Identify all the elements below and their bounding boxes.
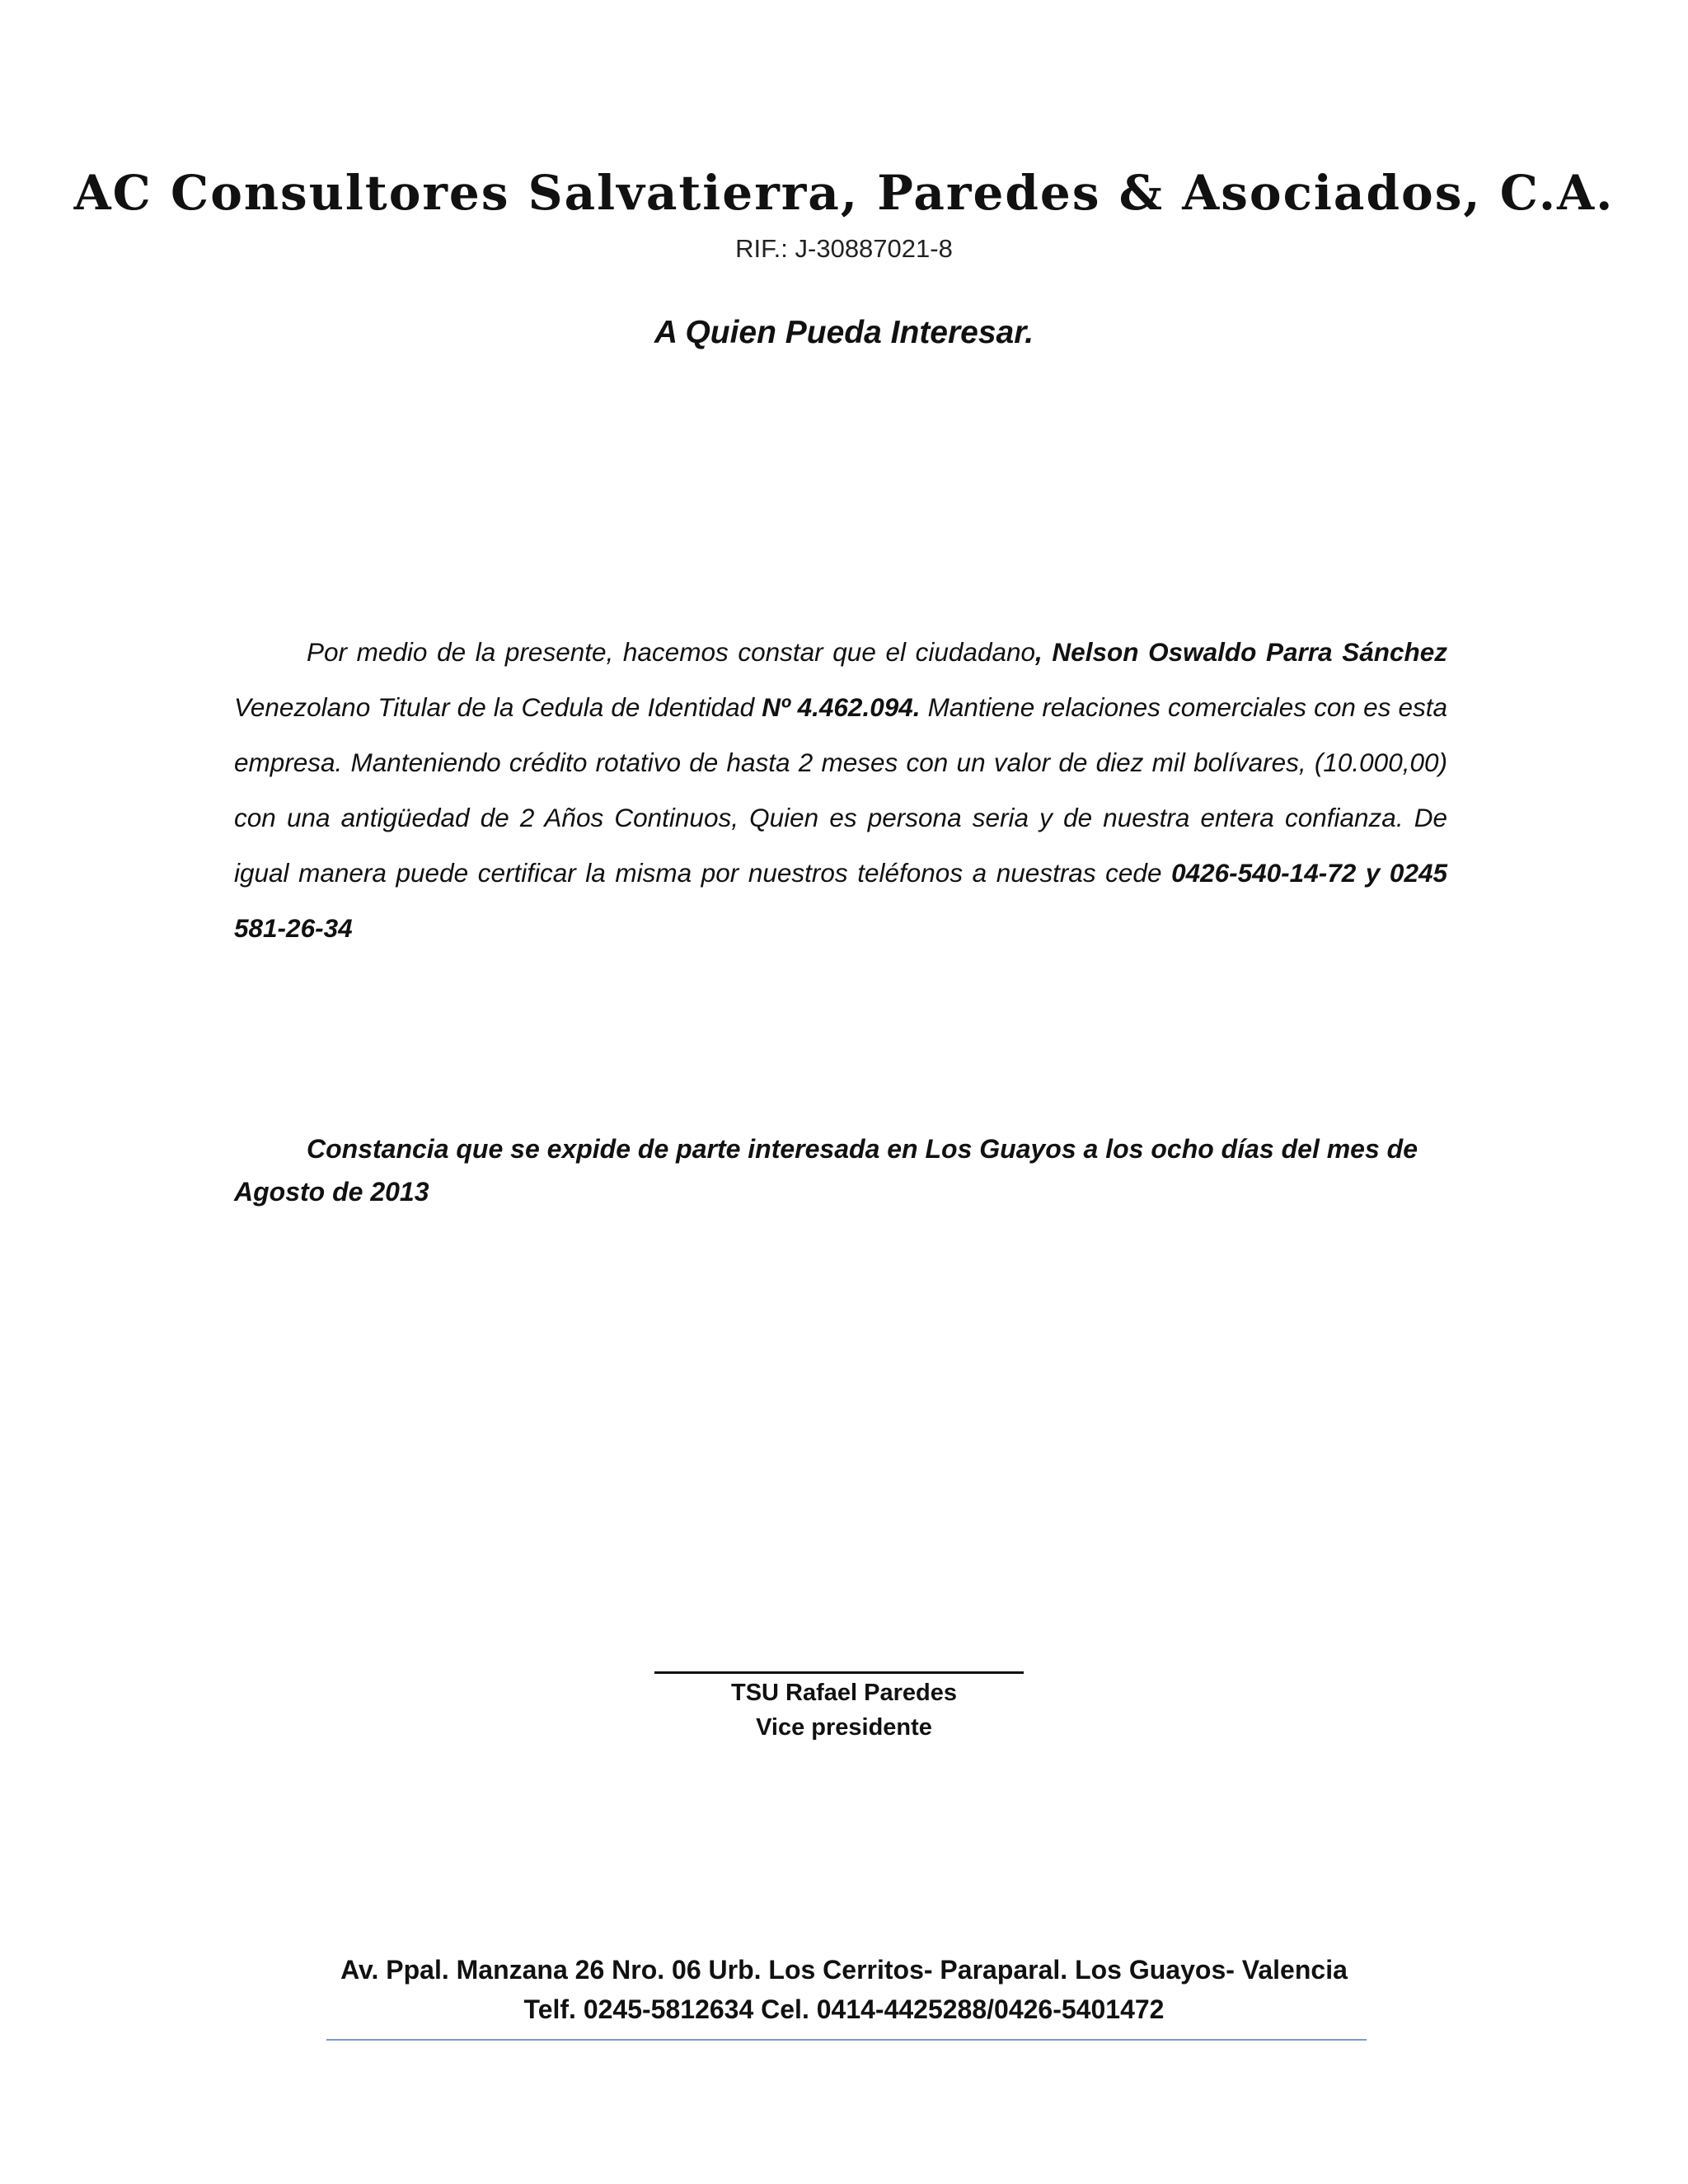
body-id-text: Venezolano Titular de la Cedula de Identidad (234, 692, 762, 722)
contact-phones: 0426-540-14-72 y 0245 581-26-34 (234, 858, 1447, 943)
footer-phones: Telf. 0245-5812634 Cel. 0414-4425288/0426-5401472 (523, 1994, 1165, 2024)
salutation-heading: A Quien Pueda Interesar. (654, 315, 1034, 350)
company-rif: RIF.: J-30887021-8 (735, 234, 953, 263)
body-details: Mantiene relaciones comerciales con es esta empresa. Manteniendo crédito rotativo de hasta 2 meses con un valor de diez mil bolívares, (10.000,00) con una antigüedad de 2 Años Continuos, Quien es persona seria y de nuestra entera confianza. De igual manera puede certificar la misma por nuestros teléfonos a nuestras cede (234, 692, 1447, 888)
footer-divider (326, 2039, 1367, 2041)
letter-body-paragraph (234, 625, 1447, 956)
id-number: Nº 4.462.094. (762, 692, 921, 722)
signature-line (654, 1671, 1024, 1674)
footer-address: Av. Ppal. Manzana 26 Nro. 06 Urb. Los Cerritos- Paraparal. Los Guayos- Valencia (340, 1955, 1348, 1985)
signatory-name: TSU Rafael Paredes (730, 1680, 957, 1706)
signatory-title: Vice presidente (756, 1714, 932, 1741)
company-name-heading: AC Consultores Salvatierra, Paredes & Asociados, C.A. (73, 165, 1615, 221)
body-intro: Por medio de la presente, hacemos constar que el ciudadano (307, 637, 1036, 667)
closing-statement: Constancia que se expide de parte interesada en Los Guayos a los ocho días del mes de Agosto de 2013 (234, 1134, 1418, 1207)
citizen-name: , Nelson Oswaldo Parra Sánchez (1035, 637, 1447, 667)
